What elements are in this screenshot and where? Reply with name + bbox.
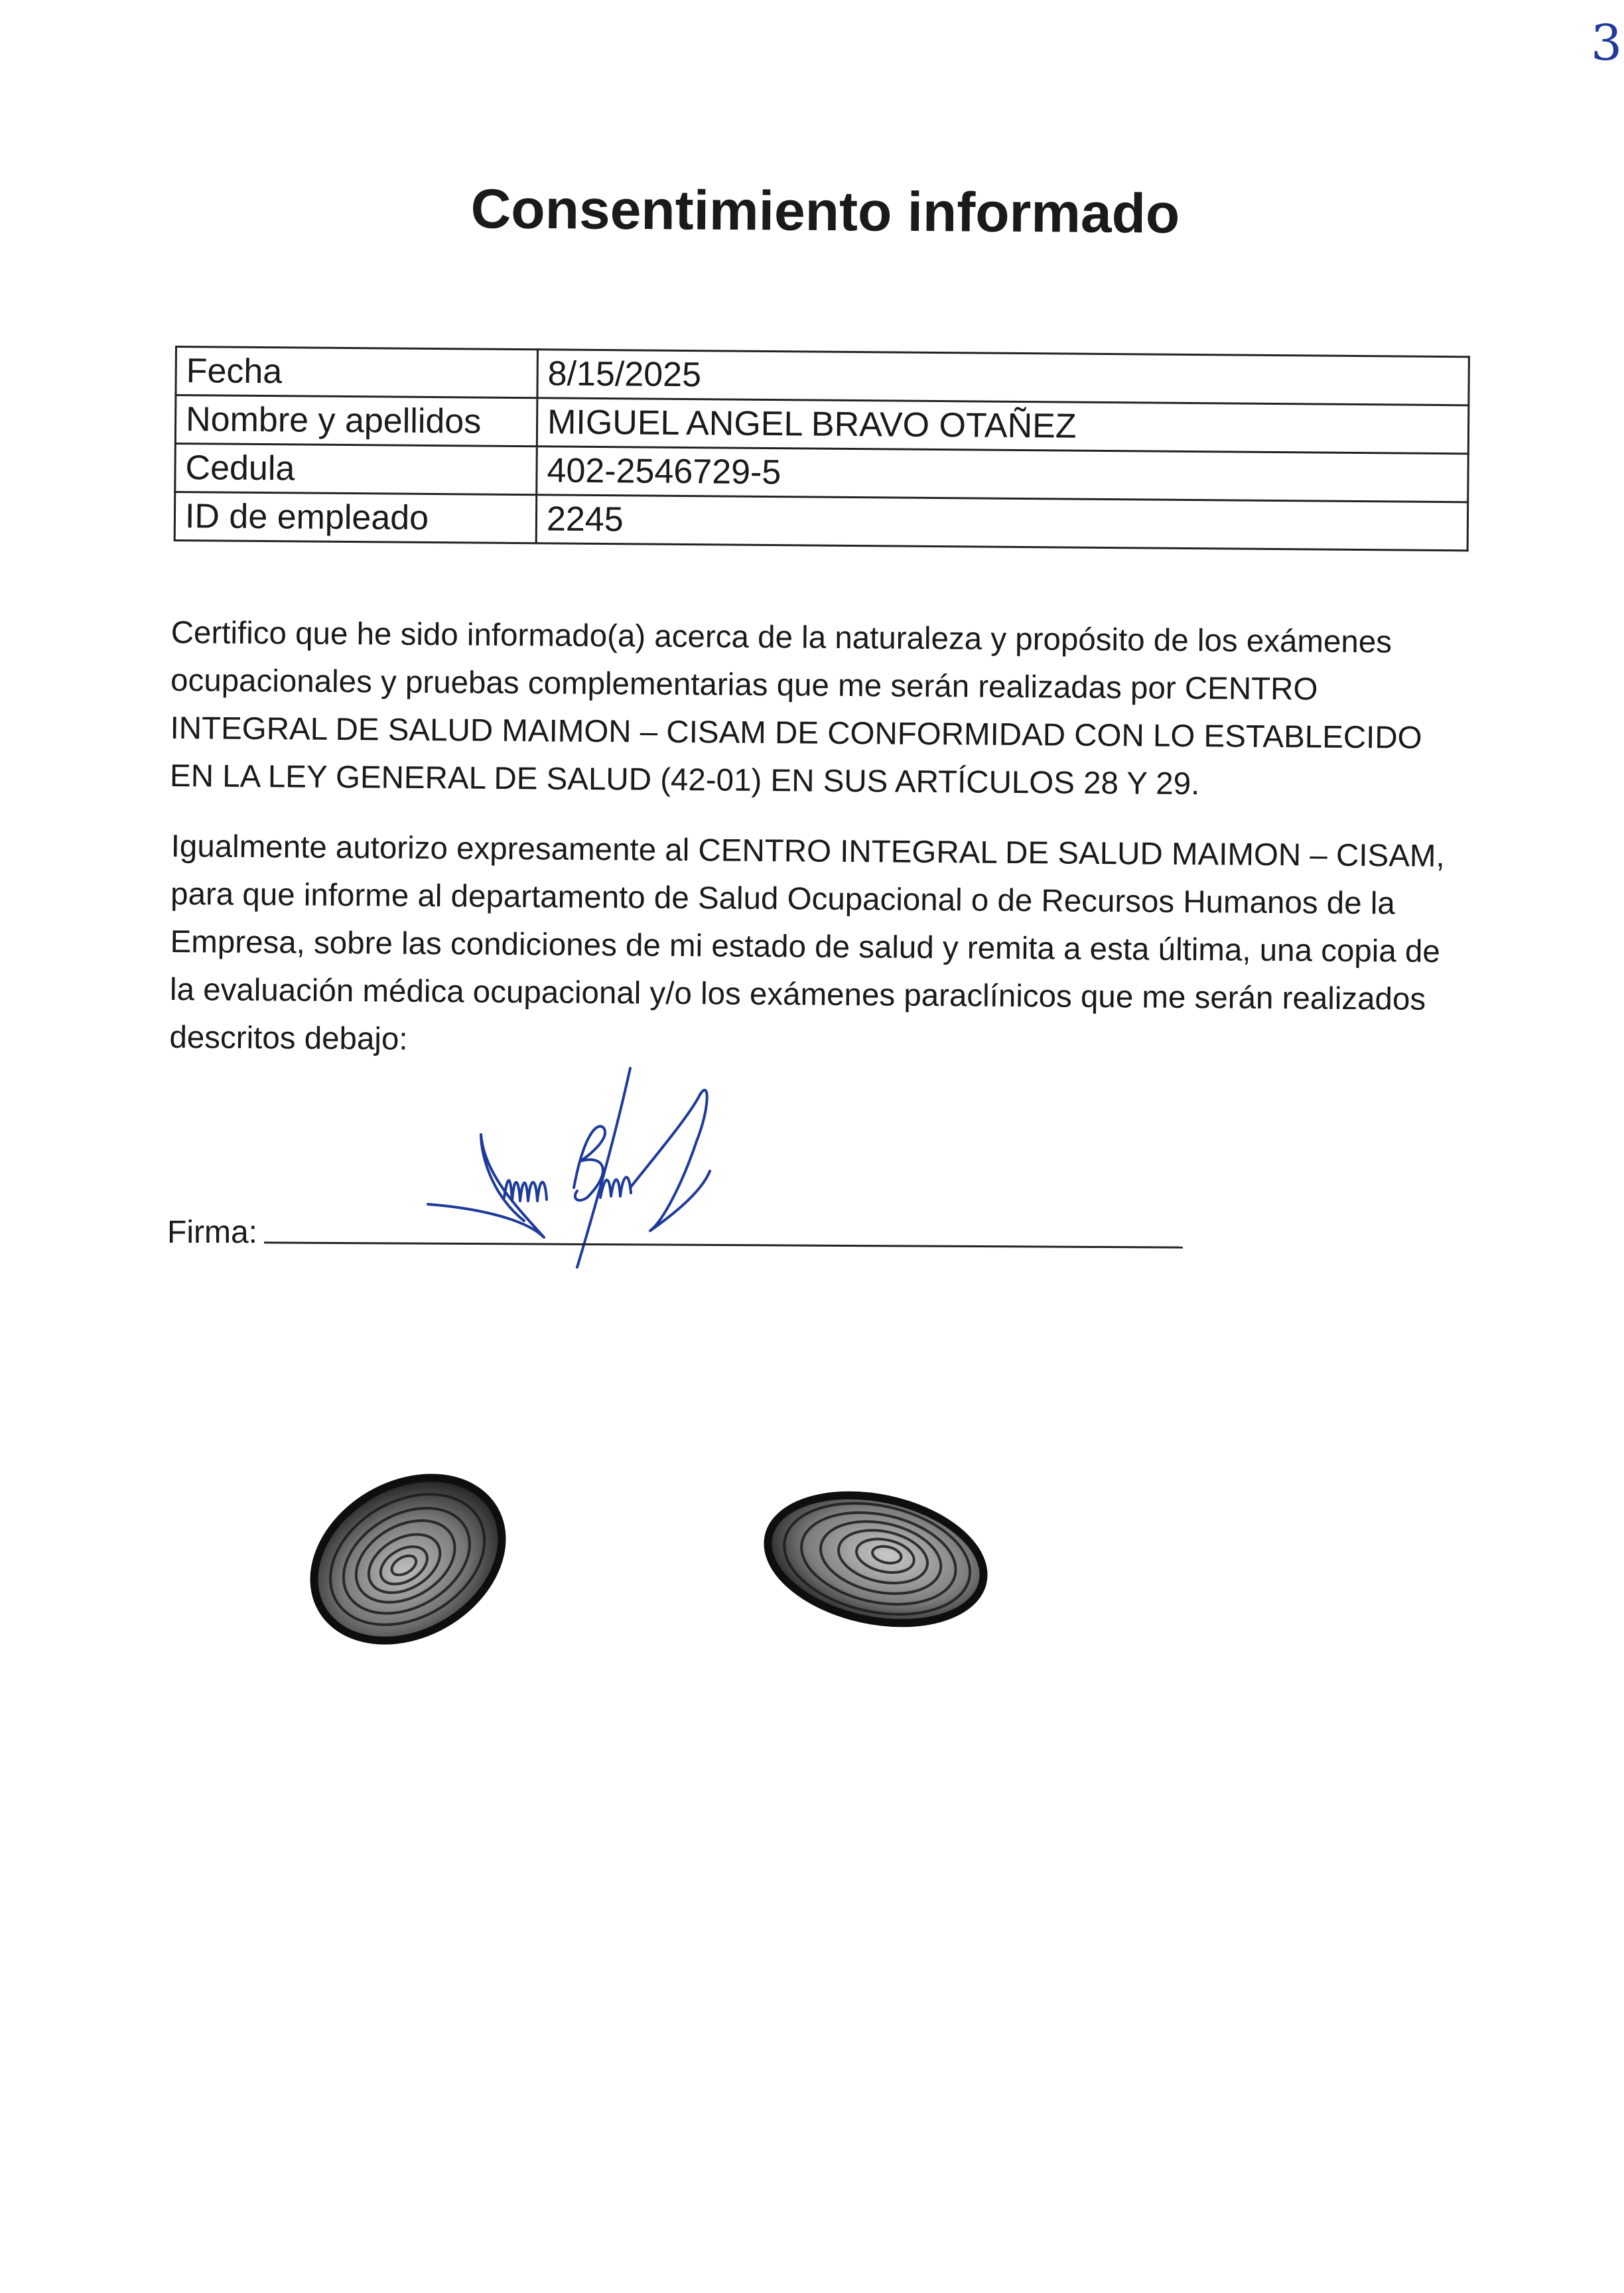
name-label: Nombre y apellidos [175,395,537,447]
consent-paragraph-2: Igualmente autorizo expresamente al CENTRO INTEGRAL DE SALUD MAIMON – CISAM, para que informe al departamento de Salud Ocupacional o de Recursos Humanos de la Empresa, sobre las condiciones de mi estado de salud y remita a esta última, una copia de la evaluación médica ocupacional y/o los exámenes paraclínicos que me serán realizados descritos debajo: [169,828,1445,1057]
info-table [174,346,1470,551]
document-title: Consentimiento informado [470,177,1180,245]
employee-id-label: ID de empleado [174,492,537,543]
cedula-label: Cedula [175,444,537,495]
table-row [174,492,1468,551]
page-number: 3 [1591,15,1623,72]
fingerprint-left-image [302,1463,514,1655]
date-value: 8/15/2025 [537,350,1469,405]
signature-label: Firma: [167,1215,257,1250]
name-value: MIGUEL ANGEL BRAVO OTAÑEZ [537,398,1469,454]
consent-paragraph-1: Certifico que he sido informado(a) acerca de la naturaleza y propósito de los exámenes ocupacionales y pruebas complementarias que me serán realizadas por CENTRO INTEGRAL DE SALUD MAIMON – CISAM DE CONFORMIDAD CON LO ESTABLECIDO EN LA LEY GENERAL DE SALUD (42-01) EN SUS ARTÍCULOS 28 Y 29. [169,614,1422,802]
fingerprint-right-image [760,1480,992,1639]
date-label: Fecha [176,347,538,398]
employee-id-value: 2245 [536,495,1468,551]
handwritten-signature [418,1055,736,1281]
cedula-value: 402-2546729-5 [537,447,1469,502]
